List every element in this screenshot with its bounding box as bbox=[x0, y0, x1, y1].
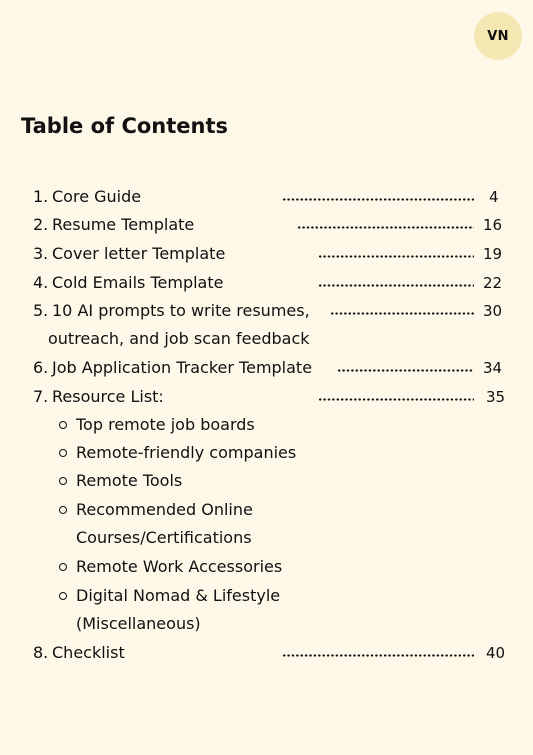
entry-label: Cold Emails Template bbox=[52, 273, 224, 292]
toc-entry-job-tracker[interactable] bbox=[0, 356, 533, 380]
sublist-item-accessories: Remote Work Accessories bbox=[76, 553, 282, 581]
entry-number: 8. bbox=[33, 643, 49, 662]
entry-label-continued: outreach, and job scan feedback bbox=[48, 329, 310, 348]
entry-number: 1. bbox=[33, 187, 49, 206]
dot-leader bbox=[337, 369, 474, 372]
sublist-item-courses: Recommended Online bbox=[76, 496, 253, 524]
toc-entry-ai-prompts[interactable] bbox=[0, 299, 533, 348]
sublist-item-job-boards: Top remote job boards bbox=[76, 411, 255, 439]
toc-entry-checklist[interactable] bbox=[0, 641, 533, 665]
entry-page: 30 bbox=[483, 302, 503, 320]
entry-number: 6. bbox=[33, 358, 49, 377]
dot-leader bbox=[318, 284, 474, 287]
toc-entry-cold-emails[interactable] bbox=[0, 271, 533, 295]
entry-page: 34 bbox=[483, 359, 503, 377]
entry-number: 5. bbox=[33, 301, 49, 320]
author-badge: VN bbox=[474, 12, 522, 60]
entry-page: 22 bbox=[483, 274, 503, 292]
entry-page: 35 bbox=[486, 388, 506, 406]
entry-number: 7. bbox=[33, 387, 49, 406]
sublist-item-remote-tools: Remote Tools bbox=[76, 467, 182, 495]
dot-leader bbox=[330, 312, 474, 315]
entry-label: Checklist bbox=[52, 643, 125, 662]
entry-label: Job Application Tracker Template bbox=[52, 358, 313, 377]
toc-entry-resource-list[interactable] bbox=[0, 385, 533, 409]
dot-leader bbox=[318, 398, 474, 401]
toc-entry-resume-template[interactable] bbox=[0, 213, 533, 237]
entry-page: 4 bbox=[489, 188, 499, 206]
sublist-item-nomad: Digital Nomad & Lifestyle bbox=[76, 582, 280, 610]
entry-page: 16 bbox=[483, 216, 503, 234]
entry-label: Cover letter Template bbox=[52, 244, 226, 263]
dot-leader bbox=[282, 654, 474, 657]
sublist-item-nomad-continued: (Miscellaneous) bbox=[76, 614, 201, 633]
entry-label: 10 AI prompts to write resumes, bbox=[52, 301, 310, 320]
entry-label: Core Guide bbox=[52, 187, 142, 206]
dot-leader bbox=[318, 255, 474, 258]
entry-number: 3. bbox=[33, 244, 49, 263]
entry-page: 19 bbox=[483, 245, 503, 263]
entry-page: 40 bbox=[486, 644, 506, 662]
page-title: Table of Contents bbox=[21, 114, 229, 138]
dot-leader bbox=[297, 226, 474, 229]
sublist-item-companies: Remote-friendly companies bbox=[76, 439, 296, 467]
entry-number: 2. bbox=[33, 215, 49, 234]
entry-label: Resource List: bbox=[52, 387, 164, 406]
toc-entry-core-guide[interactable] bbox=[0, 185, 533, 209]
toc-entry-cover-letter[interactable] bbox=[0, 242, 533, 266]
sublist-item-courses-continued: Courses/Certifications bbox=[76, 528, 252, 547]
dot-leader bbox=[282, 198, 474, 201]
entry-number: 4. bbox=[33, 273, 49, 292]
entry-label: Resume Template bbox=[52, 215, 195, 234]
